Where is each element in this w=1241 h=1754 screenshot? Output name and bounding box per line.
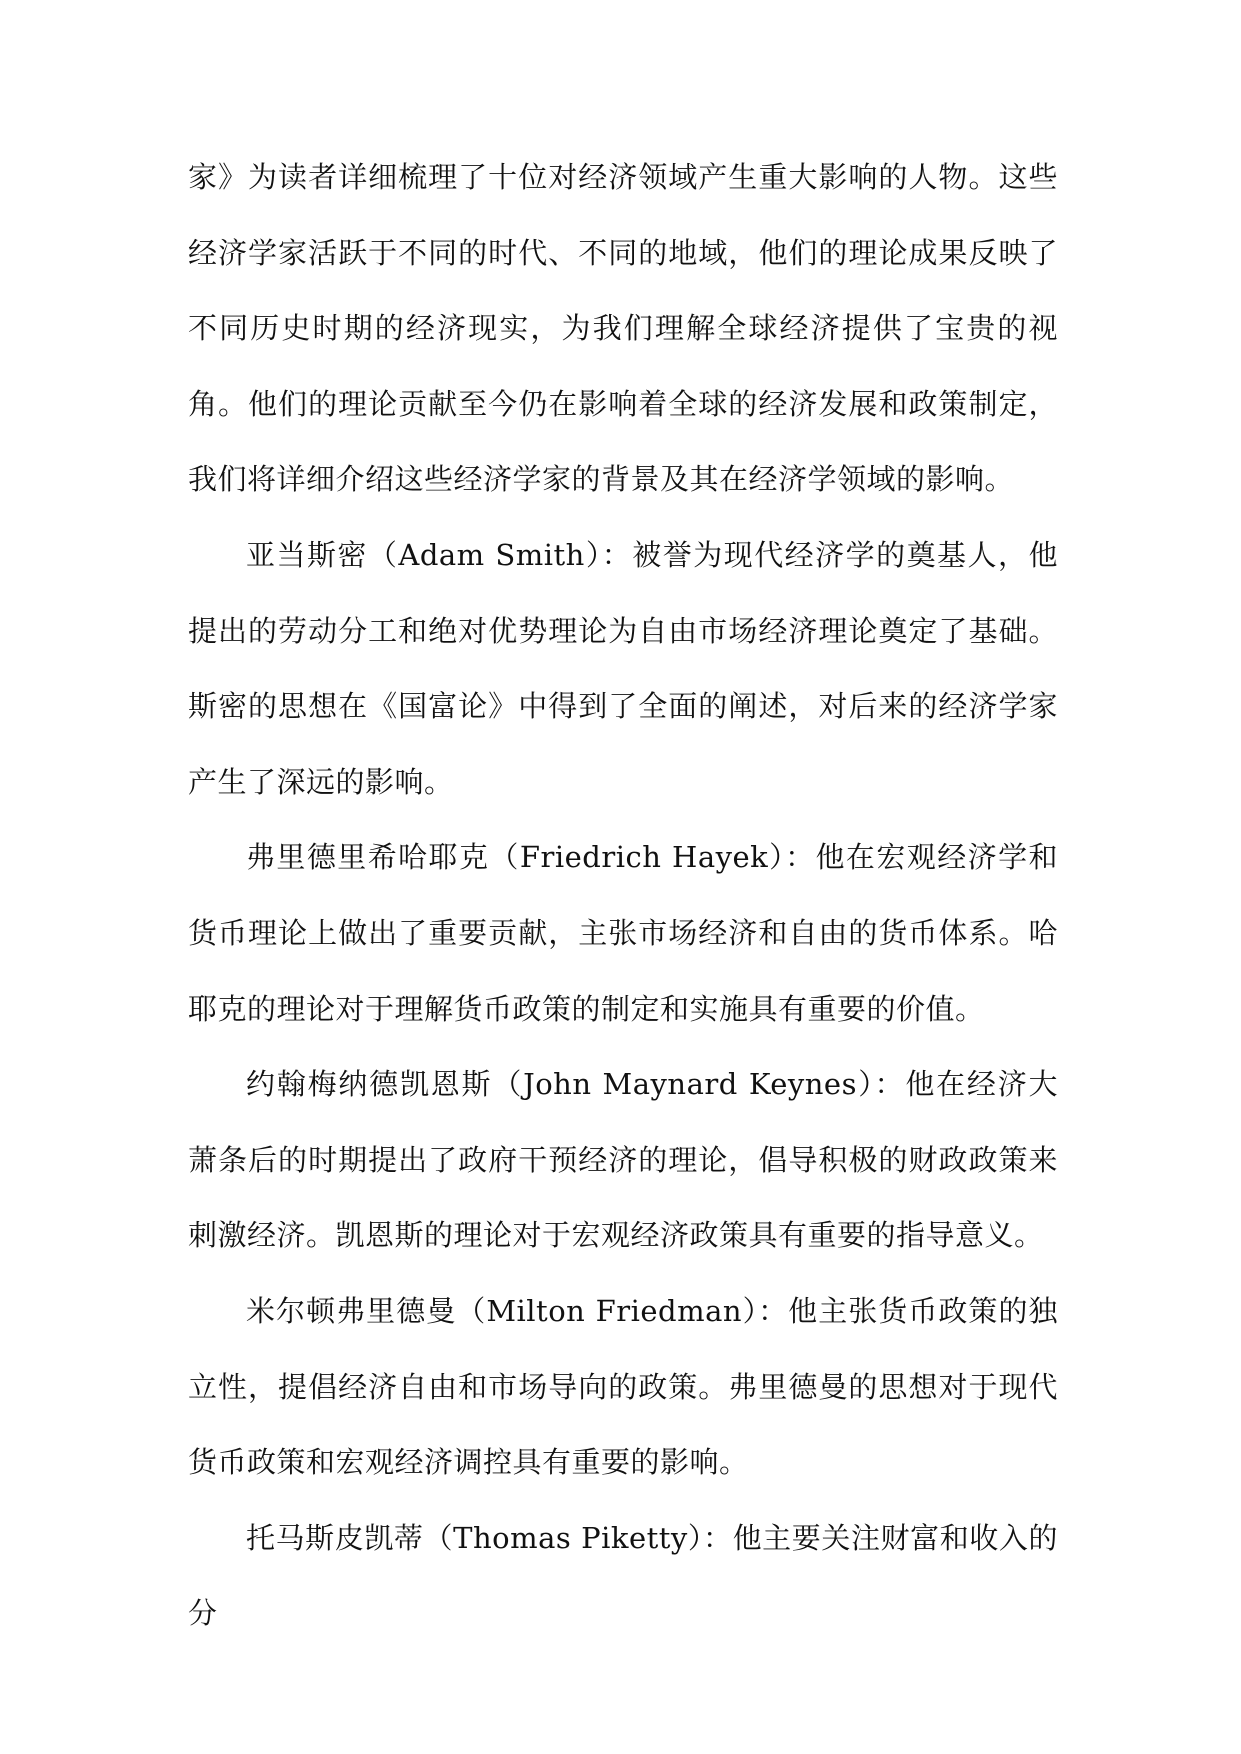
paragraph-intro: 家》为读者详细梳理了十位对经济领域产生重大影响的人物。这些经济学家活跃于不同的时代、不同的地域，他们的理论成果反映了不同历史时期的经济现实，为我们理解全球经济提供了宝贵的视角。他们的理论贡献至今仍在影响着全球的经济发展和政策制定，我们将详细介绍这些经济学家的背景及其在经济学领域的影响。 [188,160,1058,497]
paragraph-piketty: 托马斯皮凯蒂（Thomas Piketty）：他主要关注财富和收入的分 [188,1520,1058,1631]
paragraph-hayek: 弗里德里希哈耶克（Friedrich Hayek）：他在宏观经济学和货币理论上做出了重要贡献，主张市场经济和自由的货币体系。哈耶克的理论对于理解货币政策的制定和实施具有重要的价值。 [188,840,1058,1026]
paragraph-keynes: 约翰梅纳德凯恩斯（John Maynard Keynes）：他在经济大萧条后的时期提出了政府干预经济的理论，倡导积极的财政政策来刺激经济。凯恩斯的理论对于宏观经济政策具有重要的指导意义。 [188,1067,1058,1253]
body-text [188,140,1058,1652]
paragraph-friedman: 米尔顿弗里德曼（Milton Friedman）：他主张货币政策的独立性，提倡经济自由和市场导向的政策。弗里德曼的思想对于现代货币政策和宏观经济调控具有重要的影响。 [188,1293,1058,1480]
paragraph-adam-smith: 亚当斯密（Adam Smith）：被誉为现代经济学的奠基人，他提出的劳动分工和绝对优势理论为自由市场经济理论奠定了基础。斯密的思想在《国富论》中得到了全面的阐述，对后来的经济学家产生了深远的影响。 [188,537,1058,799]
